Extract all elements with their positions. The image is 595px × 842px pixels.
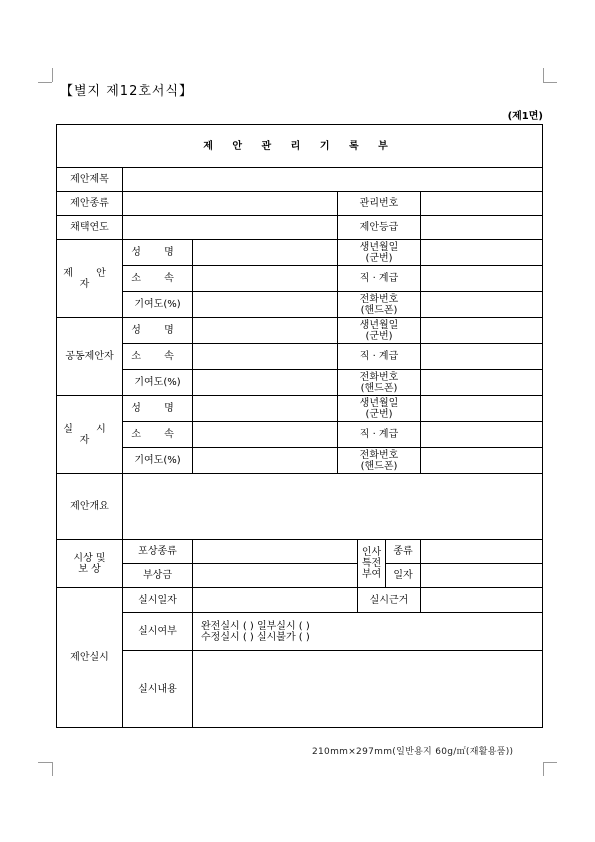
form-title: 제 안 관 리 기 록 부 bbox=[57, 125, 543, 168]
award-amount-field[interactable] bbox=[193, 564, 358, 588]
contribution-field[interactable] bbox=[193, 370, 338, 396]
name-field[interactable] bbox=[193, 240, 338, 266]
phone-field[interactable] bbox=[421, 448, 543, 474]
birth-label: 생년월일 (군번) bbox=[338, 240, 421, 266]
award-type-label: 포상종류 bbox=[123, 540, 193, 564]
co-proposer-group-label: 공동제안자 bbox=[57, 318, 123, 396]
affiliation-label: 소 속 bbox=[123, 422, 193, 448]
benefit-kind-label: 종류 bbox=[386, 540, 421, 564]
impl-content-field[interactable] bbox=[193, 651, 543, 728]
crop-mark-bottom-right-h bbox=[543, 762, 557, 763]
award-label: 시상 및 보 상 bbox=[57, 540, 123, 588]
name-label: 성 명 bbox=[123, 396, 193, 422]
paper-spec-footer: 210mm×297mm(일반용지 60g/㎡(재활용품)) bbox=[312, 747, 514, 757]
contribution-label: 기여도(%) bbox=[123, 292, 193, 318]
manage-number-label: 관리번호 bbox=[338, 192, 421, 216]
impl-status-label: 실시여부 bbox=[123, 613, 193, 651]
rank-field[interactable] bbox=[421, 266, 543, 292]
adopt-year-label: 채택연도 bbox=[57, 216, 123, 240]
birth-field[interactable] bbox=[421, 396, 543, 422]
rank-label: 직 · 계급 bbox=[338, 422, 421, 448]
affiliation-field[interactable] bbox=[193, 344, 338, 370]
rank-field[interactable] bbox=[421, 422, 543, 448]
rank-field[interactable] bbox=[421, 344, 543, 370]
phone-label: 전화번호 (핸드폰) bbox=[338, 448, 421, 474]
benefit-date-label: 일자 bbox=[386, 564, 421, 588]
proposal-type-label: 제안종류 bbox=[57, 192, 123, 216]
impl-basis-field[interactable] bbox=[421, 588, 543, 613]
special-benefit-label: 인사 특전 부여 bbox=[358, 540, 386, 588]
proposal-type-field[interactable] bbox=[123, 192, 338, 216]
contribution-field[interactable] bbox=[193, 448, 338, 474]
impl-content-label: 실시내용 bbox=[123, 651, 193, 728]
phone-label: 전화번호 (핸드폰) bbox=[338, 370, 421, 396]
phone-label: 전화번호 (핸드폰) bbox=[338, 292, 421, 318]
implementer-group-label: 실 시 자 bbox=[57, 396, 123, 474]
crop-mark-bottom-left-h bbox=[38, 762, 52, 763]
contribution-field[interactable] bbox=[193, 292, 338, 318]
benefit-date-field[interactable] bbox=[421, 564, 543, 588]
award-amount-label: 부상금 bbox=[123, 564, 193, 588]
implementation-label: 제안실시 bbox=[57, 588, 123, 728]
phone-field[interactable] bbox=[421, 370, 543, 396]
crop-mark-top-right-h bbox=[543, 82, 557, 83]
affiliation-field[interactable] bbox=[193, 422, 338, 448]
benefit-kind-field[interactable] bbox=[421, 540, 543, 564]
manage-number-field[interactable] bbox=[421, 192, 543, 216]
name-label: 성 명 bbox=[123, 240, 193, 266]
birth-field[interactable] bbox=[421, 318, 543, 344]
proposal-title-label: 제안제목 bbox=[57, 168, 123, 192]
contribution-label: 기여도(%) bbox=[123, 448, 193, 474]
crop-mark-top-left-h bbox=[38, 82, 52, 83]
impl-date-label: 실시일자 bbox=[123, 588, 193, 613]
proposal-record-form bbox=[56, 124, 543, 728]
birth-field[interactable] bbox=[421, 240, 543, 266]
birth-label: 생년월일 (군번) bbox=[338, 396, 421, 422]
page-number: (제1면) bbox=[507, 111, 543, 122]
crop-mark-top-left-v bbox=[52, 68, 53, 82]
affiliation-label: 소 속 bbox=[123, 344, 193, 370]
birth-label: 생년월일 (군번) bbox=[338, 318, 421, 344]
phone-field[interactable] bbox=[421, 292, 543, 318]
contribution-label: 기여도(%) bbox=[123, 370, 193, 396]
crop-mark-top-right-v bbox=[543, 68, 544, 82]
proposal-grade-label: 제안등급 bbox=[338, 216, 421, 240]
proposer-group-label: 제 안 자 bbox=[57, 240, 123, 318]
form-label: 【별지 제12호서식】 bbox=[60, 84, 194, 99]
rank-label: 직 · 계급 bbox=[338, 344, 421, 370]
impl-basis-label: 실시근거 bbox=[358, 588, 421, 613]
summary-label: 제안개요 bbox=[57, 474, 123, 540]
impl-date-field[interactable] bbox=[193, 588, 358, 613]
rank-label: 직 · 계급 bbox=[338, 266, 421, 292]
crop-mark-bottom-left-v bbox=[52, 762, 53, 776]
affiliation-label: 소 속 bbox=[123, 266, 193, 292]
impl-status-options[interactable]: 완전실시 ( ) 일부실시 ( ) 수정실시 ( ) 실시불가 ( ) bbox=[193, 613, 543, 651]
proposal-grade-field[interactable] bbox=[421, 216, 543, 240]
summary-field[interactable] bbox=[123, 474, 543, 540]
name-field[interactable] bbox=[193, 318, 338, 344]
proposal-title-field[interactable] bbox=[123, 168, 543, 192]
name-label: 성 명 bbox=[123, 318, 193, 344]
affiliation-field[interactable] bbox=[193, 266, 338, 292]
adopt-year-field[interactable] bbox=[123, 216, 338, 240]
crop-mark-bottom-right-v bbox=[543, 762, 544, 776]
award-type-field[interactable] bbox=[193, 540, 358, 564]
name-field[interactable] bbox=[193, 396, 338, 422]
